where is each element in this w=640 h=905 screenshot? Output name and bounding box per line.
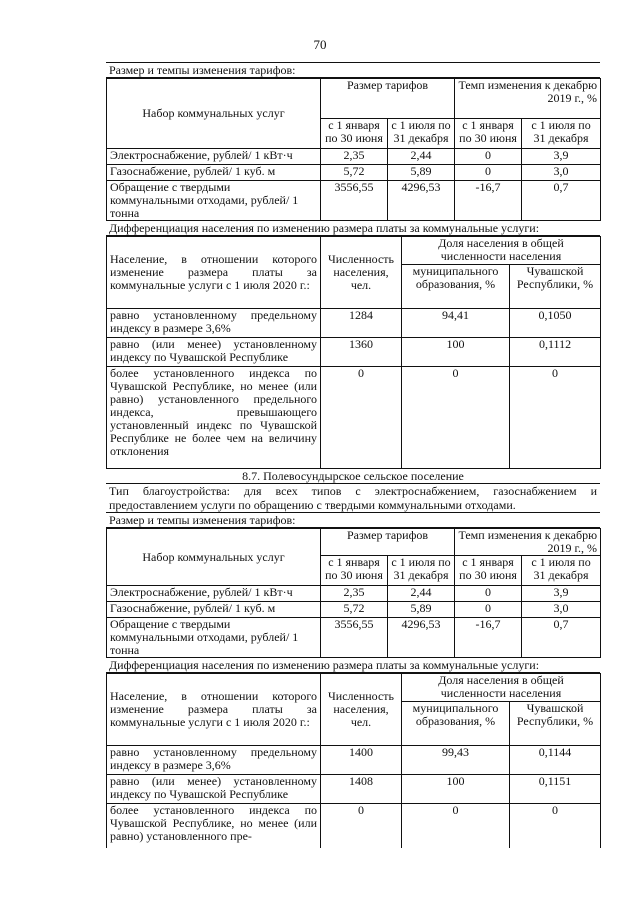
- table-row: [107, 367, 601, 469]
- tariff-caption: Размер и темпы изменения тарифов:: [106, 512, 600, 528]
- row-label: Электроснабжение, рублей/ 1 кВт·ч: [107, 586, 321, 602]
- header-republic: Чувашской Республики, %: [510, 265, 601, 309]
- row-label: Электроснабжение, рублей/ 1 кВт·ч: [107, 149, 321, 165]
- differentiation-caption: Дифференциация населения по изменению размера платы за коммунальные услуги:: [106, 221, 600, 236]
- cell-municipal: 100: [402, 338, 510, 367]
- header-rate: Темп изменения к декабрю 2019 г., %: [455, 529, 601, 556]
- table-row: [107, 309, 601, 338]
- table-row: [107, 586, 601, 602]
- row-label: Обращение с твердыми коммунальными отходами, рублей/ 1 тонна: [107, 181, 321, 221]
- header-period: с 1 июля по 31 декабря: [522, 556, 601, 586]
- row-label: равно установленному предельному индексу в размере 3,6%: [107, 746, 321, 775]
- table-row: [107, 181, 601, 221]
- differentiation-caption: Дифференциация населения по изменению размера платы за коммунальные услуги:: [106, 658, 600, 673]
- row-label: равно (или менее) установленному индексу по Чувашской Республике: [107, 775, 321, 804]
- table-row: [107, 602, 601, 618]
- table-row: [107, 804, 601, 848]
- cell-value: 3,9: [522, 586, 601, 602]
- header-municipal: муниципального образования, %: [402, 265, 510, 309]
- cell-count: 1408: [321, 775, 402, 804]
- header-population: Население, в отношении которого изменение размера платы за коммунальные услуги с 1 июля 2020 г.:: [107, 674, 321, 746]
- cell-value: 4296,53: [388, 181, 455, 221]
- section-title: 8.7. Полевосундырское сельское поселение: [106, 469, 600, 484]
- cell-value: 2,44: [388, 149, 455, 165]
- cell-value: 3556,55: [321, 618, 388, 658]
- header-period: с 1 июля по 31 декабря: [388, 119, 455, 149]
- header-count: Численность населения, чел.: [321, 237, 402, 309]
- header-tariff-size: Размер тарифов: [321, 79, 455, 119]
- cell-value: 0,7: [522, 618, 601, 658]
- cell-count: 1284: [321, 309, 402, 338]
- cell-count: 0: [321, 804, 402, 848]
- cell-value: 0,7: [522, 181, 601, 221]
- cell-value: 0: [455, 149, 522, 165]
- cell-count: 1400: [321, 746, 402, 775]
- cell-republic: 0: [510, 367, 601, 469]
- cell-count: 0: [321, 367, 402, 469]
- row-label: Обращение с твердыми коммунальными отходами, рублей/ 1 тонна: [107, 618, 321, 658]
- cell-republic: 0,1050: [510, 309, 601, 338]
- cell-value: 3,9: [522, 149, 601, 165]
- cell-republic: 0,1112: [510, 338, 601, 367]
- header-period: с 1 января по 30 июня: [455, 556, 522, 586]
- cell-value: 3,0: [522, 165, 601, 181]
- row-label: более установленного индекса по Чувашской Республике, но менее (или равно) установленного предельного индекса, превышающего установленный индекс по Чувашской Республике не более чем на величину отклонения: [107, 367, 321, 469]
- header-period: с 1 января по 30 июня: [321, 556, 388, 586]
- header-services: Набор коммунальных услуг: [107, 79, 321, 149]
- cell-value: 5,72: [321, 165, 388, 181]
- improvement-type-text: Тип благоустройства: для всех типов с электроснабжением, газоснабжением и предоставлением услуги по обращению с твердыми коммунальными отходами.: [109, 484, 597, 512]
- cell-republic: 0,1144: [510, 746, 601, 775]
- header-tariff-size: Размер тарифов: [321, 529, 455, 556]
- cell-count: 1360: [321, 338, 402, 367]
- row-label: Газоснабжение, рублей/ 1 куб. м: [107, 165, 321, 181]
- cell-value: -16,7: [455, 181, 522, 221]
- header-period: с 1 января по 30 июня: [321, 119, 388, 149]
- cell-value: 2,35: [321, 586, 388, 602]
- header-share: Доля населения в общей численности населения: [402, 237, 601, 265]
- header-period: с 1 июля по 31 декабря: [388, 556, 455, 586]
- cell-value: 0: [455, 602, 522, 618]
- header-period: с 1 января по 30 июня: [455, 119, 522, 149]
- row-label: равно установленному предельному индексу в размере 3,6%: [107, 309, 321, 338]
- cell-republic: 0,1151: [510, 775, 601, 804]
- header-republic: Чувашской Республики, %: [510, 702, 601, 746]
- document-page: [106, 62, 600, 848]
- header-population: Население, в отношении которого изменение размера платы за коммунальные услуги с 1 июля 2020 г.:: [107, 237, 321, 309]
- header-share: Доля населения в общей численности населения: [402, 674, 601, 702]
- tariff-caption: Размер и темпы изменения тарифов:: [106, 62, 600, 78]
- header-count: Численность населения, чел.: [321, 674, 402, 746]
- cell-municipal: 94,41: [402, 309, 510, 338]
- tariff-table: [106, 78, 601, 221]
- row-label: более установленного индекса по Чувашской Республике, но менее (или равно) установленного пре-: [107, 804, 321, 848]
- cell-republic: 0: [510, 804, 601, 848]
- header-municipal: муниципального образования, %: [402, 702, 510, 746]
- cell-municipal: 100: [402, 775, 510, 804]
- header-period: с 1 июля по 31 декабря: [522, 119, 601, 149]
- tariff-table: [106, 528, 601, 658]
- header-services: Набор коммунальных услуг: [107, 529, 321, 586]
- cell-value: 3556,55: [321, 181, 388, 221]
- cell-value: 0: [455, 165, 522, 181]
- cell-value: 5,72: [321, 602, 388, 618]
- cell-value: 4296,53: [388, 618, 455, 658]
- table-row: [107, 775, 601, 804]
- table-row: [107, 618, 601, 658]
- differentiation-table: [106, 673, 601, 848]
- table-row: [107, 746, 601, 775]
- cell-municipal: 0: [402, 804, 510, 848]
- cell-value: 0: [455, 586, 522, 602]
- row-label: Газоснабжение, рублей/ 1 куб. м: [107, 602, 321, 618]
- cell-municipal: 0: [402, 367, 510, 469]
- table-row: [107, 165, 601, 181]
- row-label: равно (или менее) установленному индексу по Чувашской Республике: [107, 338, 321, 367]
- differentiation-table: [106, 236, 601, 469]
- cell-value: 3,0: [522, 602, 601, 618]
- cell-value: 2,35: [321, 149, 388, 165]
- table-row: [107, 149, 601, 165]
- cell-value: 5,89: [388, 165, 455, 181]
- table-row: [107, 338, 601, 367]
- cell-value: -16,7: [455, 618, 522, 658]
- cell-value: 5,89: [388, 602, 455, 618]
- cell-municipal: 99,43: [402, 746, 510, 775]
- cell-value: 2,44: [388, 586, 455, 602]
- header-rate: Темп изменения к декабрю 2019 г., %: [455, 79, 601, 119]
- page-number: 70: [313, 37, 327, 52]
